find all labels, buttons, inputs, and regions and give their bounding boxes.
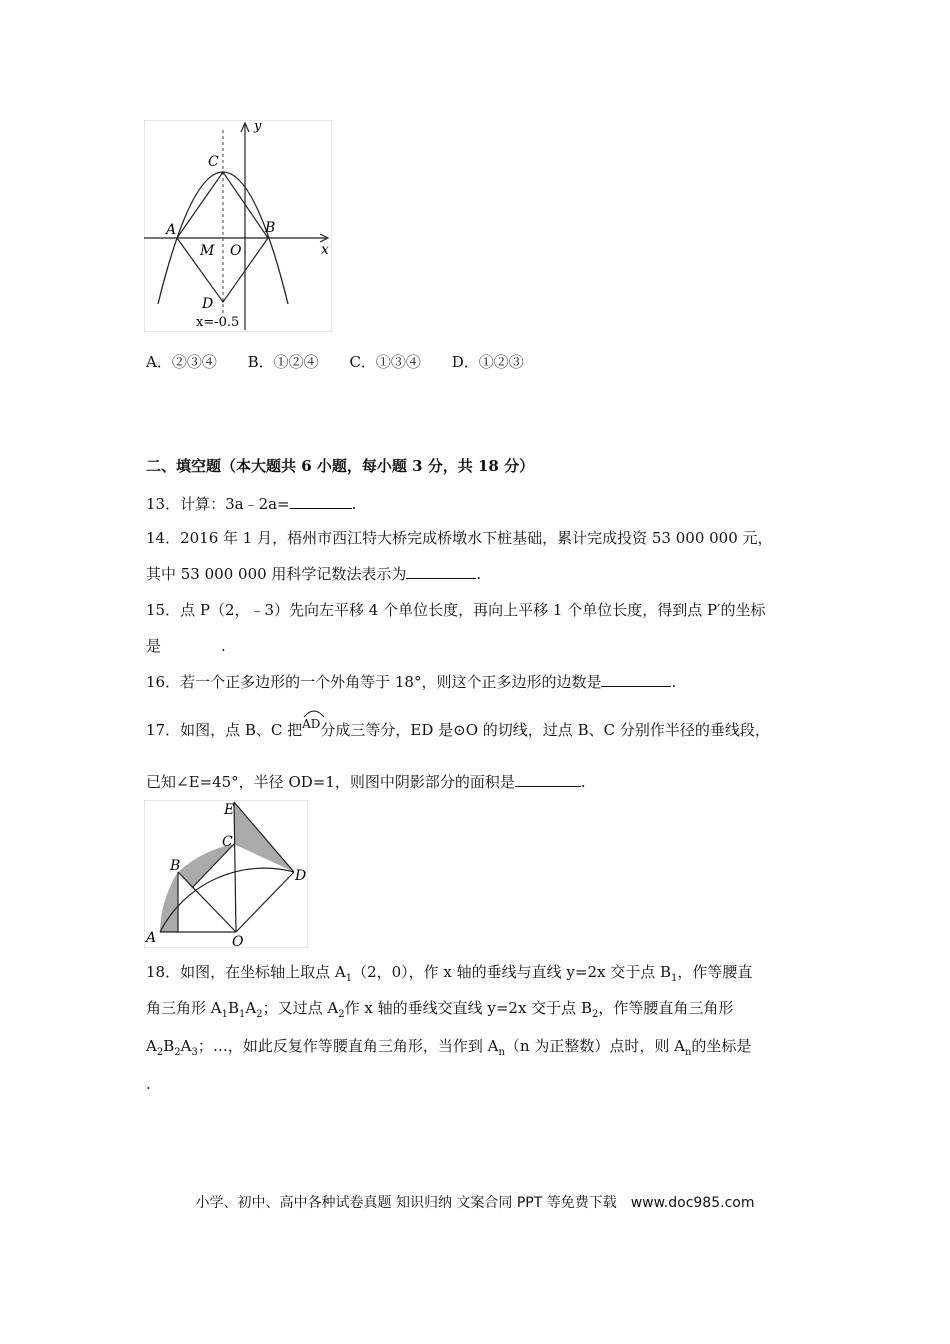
q18-text: 角三角形 A	[146, 999, 222, 1017]
q14-suffix: .	[476, 565, 482, 583]
q17-suffix: .	[580, 773, 586, 791]
choice-b[interactable]: B．①②④	[247, 353, 319, 371]
q16-suffix: .	[671, 673, 677, 691]
q14-line-1: 14．2016 年 1 月，梧州市西江特大桥完成桥墩水下桩基础，累计完成投资 53 000 000 元，	[146, 529, 773, 547]
subscript: 2	[591, 1009, 599, 1020]
q12-choices	[146, 352, 550, 372]
label-a: A	[166, 222, 177, 238]
q18-text: 18．如图，在坐标轴上取点 A	[146, 963, 346, 981]
symmetry-axis-label: x=-0.5	[196, 315, 240, 330]
question-18-line-2	[146, 998, 733, 1025]
label-b: B	[265, 220, 276, 236]
label-c: C	[222, 834, 233, 850]
q13-answer-blank[interactable]	[290, 494, 352, 509]
subscript: 2	[256, 1009, 263, 1020]
q18-text: 的坐标是	[691, 1037, 752, 1055]
question-18-line-1	[146, 962, 752, 989]
q18-line-4: .	[146, 1075, 151, 1093]
subscript: n	[684, 1047, 692, 1058]
q16-answer-blank[interactable]	[601, 672, 671, 687]
q18-text: ；…，如此反复作等腰直角三角形，当作到 A	[197, 1037, 499, 1055]
q18-text: ，作等腰直	[677, 963, 753, 981]
subscript: 1	[671, 973, 678, 984]
label-o: O	[232, 934, 244, 948]
choice-c[interactable]: C．①③④	[349, 353, 421, 371]
subscript: 2	[174, 1047, 181, 1058]
quarter-circle-figure	[144, 800, 308, 948]
q18-text: （n 为正整数）点时，则 A	[504, 1037, 685, 1055]
choice-a[interactable]: A．②③④	[146, 353, 217, 371]
label-a: A	[146, 930, 157, 946]
arc-ad	[302, 717, 321, 741]
subscript: 1	[345, 973, 353, 984]
q18-text: ；又过点 A	[262, 999, 339, 1017]
q15-line-1: 15．点 P（2，﹣3）先向左平移 4 个单位长度，再向上平移 1 个单位长度，得到点 P′的坐标	[146, 601, 766, 619]
parabola-figure	[144, 120, 332, 332]
question-17-line-2	[146, 772, 586, 792]
label-e: E	[224, 802, 235, 818]
label-d: D	[295, 868, 307, 884]
q17-text-c: 已知∠E=45°，半径 OD=1，则图中阴影部分的面积是	[146, 773, 515, 791]
subscript: 2	[338, 1009, 345, 1020]
subscript: n	[498, 1047, 505, 1058]
arc-label: AD	[302, 717, 321, 731]
q15-line-2: 是 .	[146, 637, 226, 655]
section-heading: 二、填空题（本大题共 6 小题，每小题 3 分，共 18 分）	[146, 457, 535, 475]
q13-suffix: .	[351, 495, 357, 513]
label-m: M	[200, 243, 215, 259]
label-b: B	[170, 858, 181, 874]
question-13	[146, 494, 356, 514]
label-x: x	[321, 242, 329, 258]
page-footer[interactable]: 小学、初中、高中各种试卷真题 知识归纳 文案合同 PPT 等免费下载 www.doc985.com	[195, 1195, 755, 1211]
question-18-line-3	[146, 1036, 751, 1063]
q17-text-b: 分成三等分，ED 是⊙O 的切线，过点 B、C 分别作半径的垂线段，	[320, 721, 770, 739]
subscript: 3	[191, 1047, 198, 1058]
choice-d[interactable]: D．①②③	[451, 353, 524, 371]
q14-answer-blank[interactable]	[406, 564, 476, 579]
q18-text: B	[227, 999, 240, 1017]
label-d: D	[202, 296, 214, 312]
q18-text: ，作等腰直角三角形	[598, 999, 734, 1017]
label-y: y	[254, 120, 262, 134]
label-o: O	[230, 243, 242, 259]
q18-text: A	[245, 999, 257, 1017]
q18-text: 作 x 轴的垂线交直线 y=2x 交于点 B	[344, 999, 592, 1017]
subscript: 1	[221, 1009, 228, 1020]
question-17-line-1	[146, 717, 770, 741]
q14-text: 其中 53 000 000 用科学记数法表示为	[146, 565, 407, 583]
subscript: 2	[156, 1047, 164, 1058]
q13-text: 13．计算：3a﹣2a=	[146, 495, 290, 513]
q18-text: A	[180, 1037, 192, 1055]
q18-text: A	[146, 1037, 157, 1055]
q18-text: B	[163, 1037, 175, 1055]
label-c: C	[208, 154, 219, 170]
question-14-line-2	[146, 564, 481, 584]
q17-text-a: 17．如图，点 B、C 把	[146, 721, 303, 739]
q16-text: 16．若一个正多边形的一个外角等于 18°，则这个正多边形的边数是	[146, 673, 602, 691]
subscript: 1	[239, 1009, 246, 1020]
question-16	[146, 672, 676, 692]
q17-answer-blank[interactable]	[515, 772, 581, 787]
q18-text: （2，0），作 x 轴的垂线与直线 y=2x 交于点 B	[352, 963, 672, 981]
